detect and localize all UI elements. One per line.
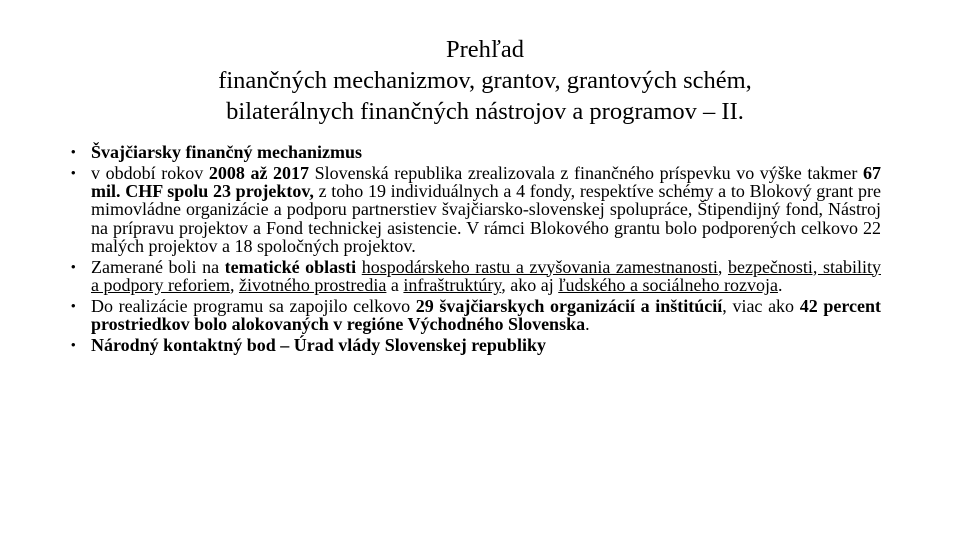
text-segment: Zamerané boli na: [91, 256, 225, 277]
title-line-2: finančných mechanizmov, grantov, grantových schém,: [218, 67, 752, 94]
text-segment: .: [777, 274, 783, 295]
text-segment: Slovenská republika zrealizovala z finančného príspevku vo výške takmer: [309, 162, 864, 183]
area-economic-growth: hospodárskeho rastu a zvyšovania zamestnanosti: [361, 256, 718, 277]
text-segment: v období rokov: [91, 162, 209, 183]
text-segment: a: [386, 274, 404, 295]
area-security: bezpečnosti, stability a podpory reforiem: [91, 256, 881, 295]
text-segment: .: [585, 313, 590, 334]
area-environment: životného prostredia: [238, 274, 387, 295]
area-social-development: ľudského a sociálneho rozvoja: [558, 274, 778, 295]
title-line-3: bilaterálnych finančných nástrojov a programov – II.: [226, 98, 744, 125]
area-infrastructure: infraštruktúry: [403, 274, 502, 295]
text-segment: Do realizácie programu sa zapojilo celkovo: [91, 295, 416, 316]
bold-thematic-areas: tematické oblasti: [224, 256, 357, 277]
bullet-list: [68, 143, 881, 356]
bullet-swiss-mechanism-text: Švajčiarsky finančný mechanizmus: [91, 142, 363, 162]
slide-title: [60, 34, 910, 127]
bullet-swiss-mechanism: [68, 143, 881, 161]
bullet-organizations: [68, 297, 881, 334]
bullet-period-projects: [68, 164, 881, 255]
text-segment: ,: [717, 256, 728, 277]
title-line-1: Prehľad: [446, 36, 524, 63]
bold-percentage: 42 percent prostriedkov bolo alokovaných v regióne Východného Slovenska: [91, 295, 881, 334]
bold-organizations: 29 švajčiarskych organizácií a inštitúcií: [415, 295, 723, 316]
text-segment: ,: [229, 274, 239, 295]
bold-years: 2008 až 2017: [208, 162, 310, 183]
text-segment: , ako aj: [501, 274, 559, 295]
bullet-contact-point-text: Národný kontaktný bod – Úrad vlády Slovenskej republiky: [91, 334, 546, 355]
text-segment: , viac ako: [722, 295, 800, 316]
text-segment: z toho 19 individuálnych a 4 fondy, respektíve schémy a to Blokový grant pre mimovládne organizácie a podporu partnerstiev švajčiarsko-slovenskej spolupráce, Štipendijný fond, Nástroj na prípravu projektov a Fond technickej asistencie. V rámci Blokového grantu bolo podporených celkovo 22 malých projektov a 18 spoločných projektov.: [91, 180, 881, 256]
bullet-thematic-areas: [68, 258, 881, 295]
bullet-contact-point: [68, 336, 881, 354]
bold-amount: 67 mil. CHF spolu 23 projektov,: [91, 162, 882, 201]
